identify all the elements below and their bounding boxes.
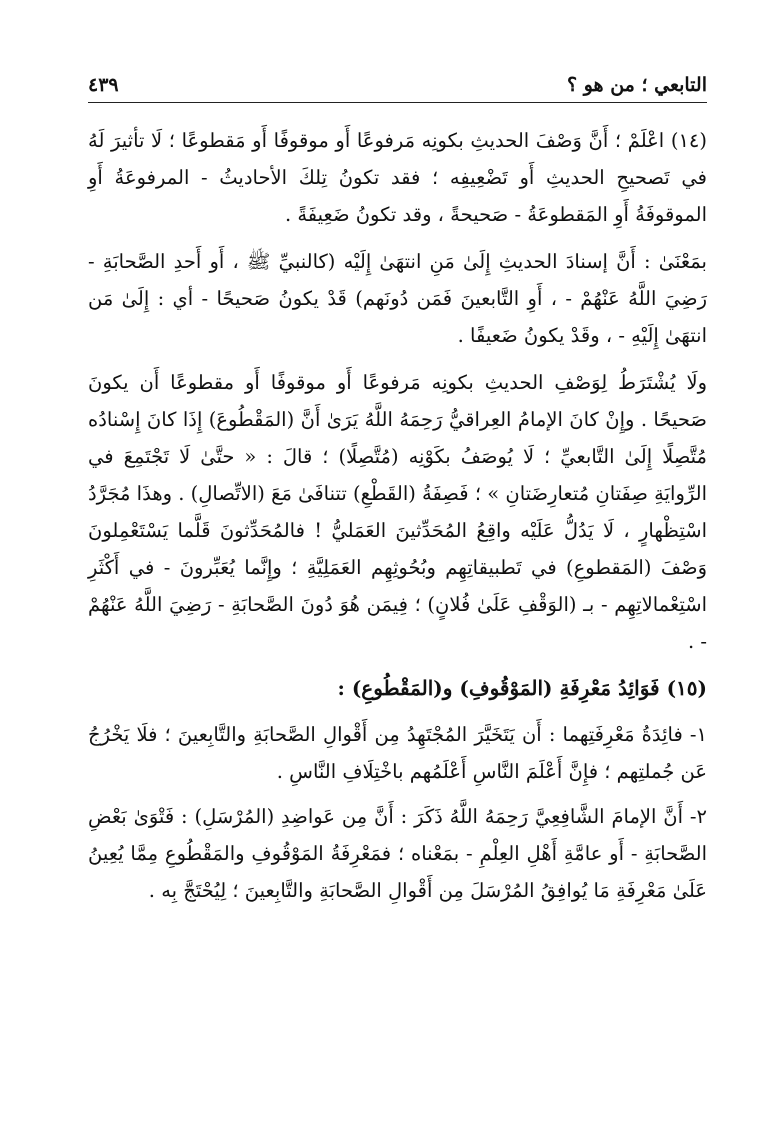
benefit-2: ٢- أَنَّ الإمامَ الشَّافِعِيَّ رَحِمَهُ اللَّهُ ذَكَرَ : أَنَّ مِن عَواضِدِ (المُرْسَلِ) : فَتْوَىٰ بَعْضِ الصَّحابَةِ - أَو عامَّةِ أَهْلِ العِلْمِ - بمَعْناه ؛ فمَعْرِفَةُ المَوْقُوفِ والمَقْطُوعِ مِمَّا يُعِينُ عَلَىٰ مَعْرِفَةِ مَا يُوافِقُ المُرْسَلَ مِن أَقْوالِ الصَّحابَةِ والتَّابِعينَ ؛ لِيُحْتَجَّ بِه . [88, 805, 707, 902]
benefit-1: ١- فائِدَةُ مَعْرِفَتِهما : أَن يَتَخَيَّرَ المُجْتَهِدُ مِن أَقْوالِ الصَّحابَةِ والتَّابِعينَ ؛ فلَا يَخْرُجُ عَن جُملتِهم ؛ فإِنَّ أَعْلَمَ النَّاسِ أَعْلَمُهم باخْتِلَافِ النَّاسِ . [88, 723, 707, 783]
paragraph-condition: ولَا يُشْتَرَطُ لِوَصْفِ الحديثِ بكونِه مَرفوعًا أَو موقوفًا أَو مقطوعًا أَن يكونَ صَحيحًا . وإِنْ كانَ الإمامُ العِراقيُّ رَحِمَهُ اللَّهُ يَرَىٰ أَنَّ (المَقْطُوعَ) إِذَا كانَ إِسْنادُه مُتَّصِلًا إِلَىٰ التَّابعيِّ ؛ لَا يُوصَفُ بكَوْنِه (مُتَّصِلًا) ؛ قالَ : « حتَّىٰ لَا تَجْتَمِعَ في الرِّوايَةِ صِفَتانِ مُتعارِضَتانِ » ؛ فَصِفَةُ (القَطْعِ) تتنافَىٰ مَعَ (الاتِّصالِ) . وهذَا مُجَرَّدُ اسْتِظْهارٍ ، لَا يَدُلُّ عَلَيْه واقِعُ المُحَدِّثينَ العَمَليُّ ! فالمُحَدِّثونَ قَلَّما يَسْتَعْمِلونَ وَصْفَ (المَقطوعِ) في تَطبيقاتِهِم وبُحُوثِهِم العَمَلِيَّةِ ؛ وإِنَّما يُعَبِّرونَ - في أَكْثَرِ اسْتِعْمالاتِهِم - بـ (الوَقْفِ عَلَىٰ فُلانٍ) ؛ فِيمَن هُوَ دُونَ الصَّحابَةِ - رَضِيَ اللَّهُ عَنْهُمْ - . [88, 371, 707, 653]
page-content [88, 122, 707, 909]
section-heading-15: (١٥) فَوَائِدُ مَعْرِفَةِ (المَوْقُوفِ) و(المَقْطُوعِ) : [337, 676, 707, 700]
page-number: ٤٣٩ [88, 74, 119, 96]
header-title: التابعي ؛ من هو ؟ [567, 74, 707, 96]
running-header [88, 56, 707, 103]
paragraph-14: (١٤) اعْلَمْ ؛ أَنَّ وَصْفَ الحديثِ بكونِه مَرفوعًا أَو موقوفًا أَو مَقطوعًا ؛ لَا تأثيرَ لَهُ في تَصحيحِ الحديثِ أَو تَضْعِيفِه ؛ فقد تكونُ تِلكَ الأحاديثُ - المرفوعَةُ أَوِ الموقوفَةُ أَوِ المَقطوعَةُ - صَحيحةً ، وقد تكونُ ضَعِيفَةً . [88, 129, 707, 226]
paragraph-meaning: بمَعْنَىٰ : أَنَّ إسنادَ الحديثِ إِلَىٰ مَنِ انتهَىٰ إِلَيْه (كالنبيِّ ﷺ ، أَو أَحدِ الصَّحابَةِ - رَضِيَ اللَّهُ عَنْهُمْ - ، أَوِ التَّابعينَ فَمَن دُونَهم) قَدْ يكونُ صَحيحًا - أي : إِلَىٰ مَن انتهَىٰ إِلَيْهِ - ، وقَدْ يكونُ ضَعيفًا . [88, 250, 707, 347]
